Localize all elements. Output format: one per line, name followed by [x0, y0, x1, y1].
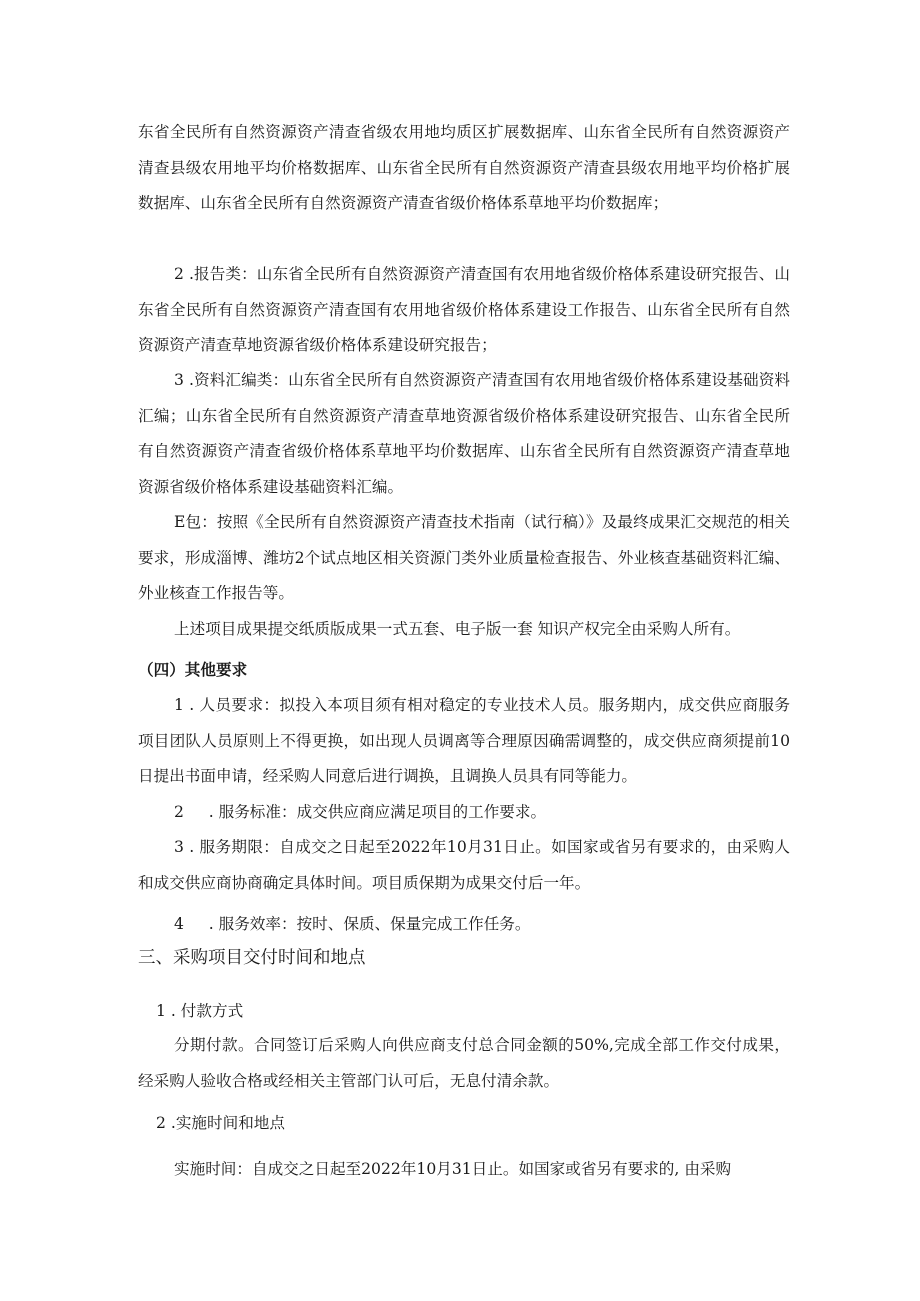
- paragraph-implementation-time: 实施时间：自成交之日起至2022年10月31日止。如国家或省另有要求的, 由采购: [174, 1160, 732, 1178]
- heading-section-three: 三、采购项目交付时间和地点: [138, 948, 366, 968]
- paragraph-service-efficiency: [174, 907, 790, 943]
- heading-payment-method: 1 . 付款方式: [156, 1002, 244, 1020]
- paragraph-compilation-category: 3 .资料汇编类：山东省全民所有自然资源资产清查国有农用地省级价格体系建设基础资料汇编；山东省全民所有自然资源资产清查草地资源省级价格体系建设研究报告、山东省全民所有自然资源资产清查省级价格体系草地平均价数据库、山东省全民所有自然资源资产清查草地资源省级价格体系建设基础资料汇编。: [138, 371, 790, 496]
- service-standard-number: 2: [174, 803, 184, 821]
- paragraph-package-e: E包：按照《全民所有自然资源资产清查技术指南（试行稿）》及最终成果汇交规范的相关要求，形成淄博、潍坊2个试点地区相关资源门类外业质量检查报告、外业核查基础资料汇编、外业核查工作报告等。: [138, 513, 790, 602]
- paragraph-service-period: 3 . 服务期限：自成交之日起至2022年10月31日止。如国家或省另有要求的，由采购人和成交供应商协商确定具体时间。项目质保期为成果交付后一年。: [138, 838, 790, 892]
- paragraph-report-category: 2 .报告类：山东省全民所有自然资源资产清查国有农用地省级价格体系建设研究报告、山东省全民所有自然资源资产清查国有农用地省级价格体系建设工作报告、山东省全民所有自然资源资产清查草地资源省级价格体系建设研究报告；: [138, 265, 790, 354]
- paragraph-payment: 分期付款。合同签订后采购人向供应商支付总合同金额的50%,完成全部工作交付成果，经采购人验收合格或经相关主管部门认可后，无息付清余款。: [138, 1036, 790, 1090]
- paragraph-database-continued: 东省全民所有自然资源资产清查省级农用地均质区扩展数据库、山东省全民所有自然资源资产清查县级农用地平均价格数据库、山东省全民所有自然资源资产清查县级农用地平均价格扩展数据库、山东省全民所有自然资源资产清查省级价格体系草地平均价数据库；: [138, 123, 790, 212]
- paragraph-staff-requirements: 1 . 人员要求：拟投入本项目须有相对稳定的专业技术人员。服务期内，成交供应商服务项目团队人员原则上不得更换，如出现人员调离等合理原因确需调整的，成交供应商须提前10日提出书面申请，经采购人同意后进行调换，且调换人员具有同等能力。: [138, 696, 790, 785]
- heading-implementation-time: 2 .实施时间和地点: [156, 1114, 285, 1132]
- service-standard-text: . 服务标准：成交供应商应满足项目的工作要求。: [183, 803, 547, 821]
- service-efficiency-number: 4: [174, 915, 184, 933]
- heading-other-requirements: （四）其他要求: [138, 660, 248, 679]
- paragraph-submission: 上述项目成果提交纸质版成果一式五套、电子版一套 知识产权完全由采购人所有。: [174, 620, 741, 638]
- service-efficiency-text: . 服务效率：按时、保质、保量完成工作任务。: [183, 915, 531, 933]
- paragraph-service-standard: [174, 795, 790, 831]
